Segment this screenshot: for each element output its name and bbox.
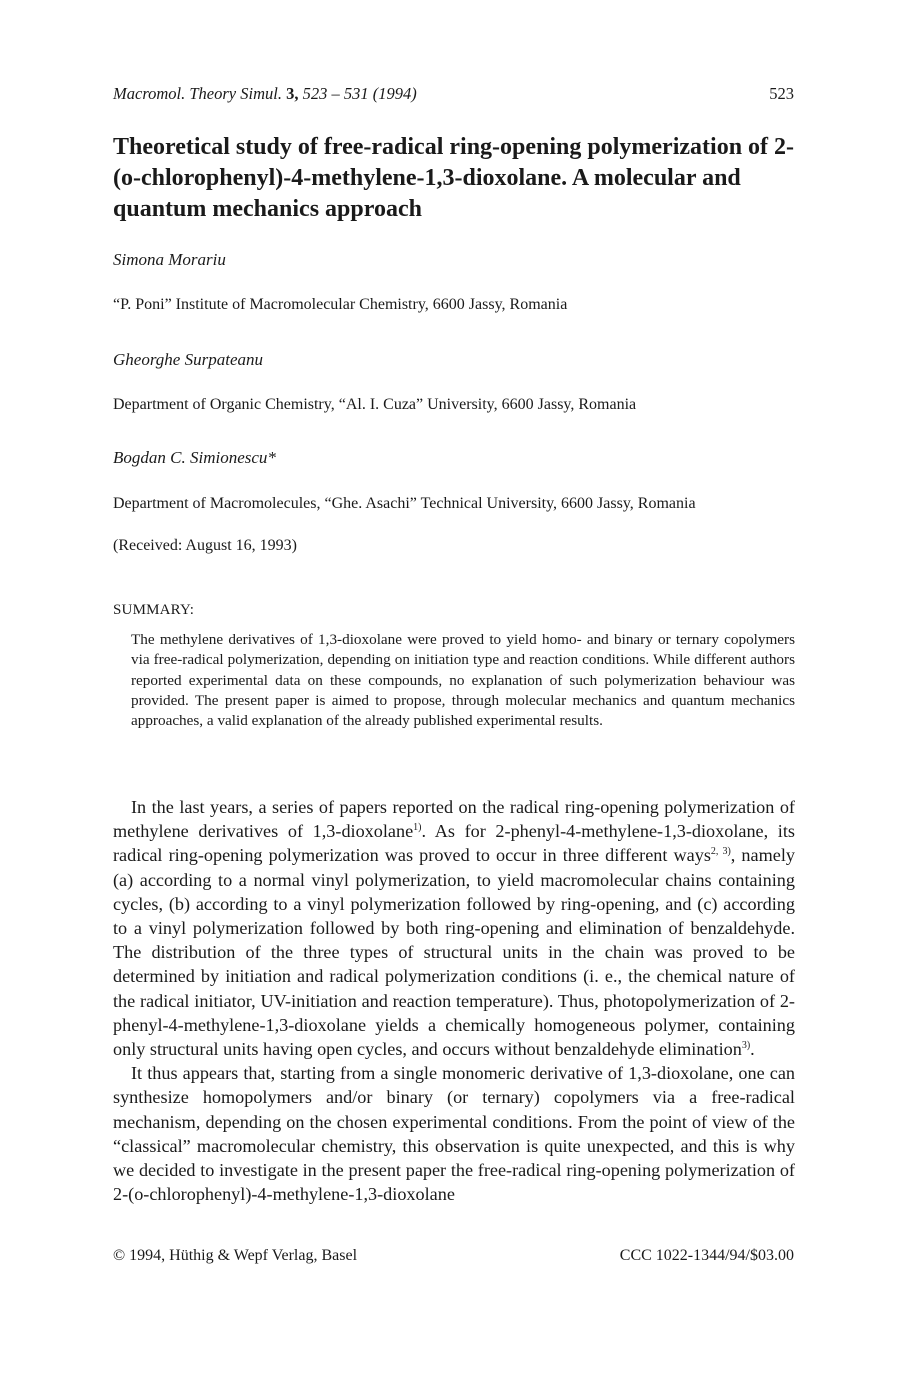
citation-ref-2: 2, 3) — [710, 846, 731, 858]
author-name-2: Gheorghe Surpateanu — [113, 350, 263, 369]
received-date: (Received: August 16, 1993) — [113, 537, 297, 554]
copyright-notice: © 1994, Hüthig & Wepf Verlag, Basel — [113, 1247, 358, 1264]
author-affiliation-2: Department of Organic Chemistry, “Al. I. Cuza” University, 6600 Jassy, Romania — [113, 396, 637, 413]
body-paragraph-1 — [113, 795, 795, 1061]
journal-pages-year: 523 – 531 (1994) — [302, 84, 417, 103]
citation-ref-1: 1) — [413, 822, 422, 834]
author-affiliation-3: Department of Macromolecules, “Ghe. Asachi” Technical University, 6600 Jassy, Romania — [113, 495, 696, 512]
citation-ref-3: 3) — [741, 1039, 751, 1051]
journal-volume: 3, — [286, 84, 299, 103]
author-name-1: Simona Morariu — [113, 250, 226, 269]
page-number: 523 — [769, 84, 794, 103]
paragraph-1-text-b: . As for 2-phenyl-4-methylene-1,3-dioxolane, its radical ring-opening polymerization was proved to occur in three different ways — [113, 821, 795, 866]
summary-heading: SUMMARY: — [113, 602, 195, 618]
journal-citation — [113, 84, 417, 104]
paragraph-1-text-c: , namely (a) according to a normal vinyl polymerization, to yield macromolecular chains containing cycles, (b) according to a vinyl polymerization followed by ring-opening, and (c) according to a vinyl polymerization followed by both ring-opening and elimination of benzaldehyde. The distribution of the three types of structural units in the chain was proved to be determined by initiation and radical polymerization conditions (i. e., the chemical nature of the radical initiator, UV-initiation and reaction temperature). Thus, photopolymerization of 2-phenyl-4-methylene-1,3-dioxolane yields a chemically homogeneous polymer, containing only structural units having open cycles, and occurs without benzaldehyde elimination — [113, 845, 795, 1060]
journal-name: Macromol. Theory Simul. — [113, 84, 282, 103]
paragraph-1-text-a: In the last years, a series of papers reported on the radical ring-opening polymerization of methylene derivatives of 1,3-dioxolane — [113, 797, 795, 842]
body-text — [113, 795, 795, 1206]
author-affiliation-1: “P. Poni” Institute of Macromolecular Chemistry, 6600 Jassy, Romania — [113, 296, 568, 313]
summary-text: The methylene derivatives of 1,3-dioxolane were proved to yield homo- and binary or ternary copolymers via free-radical polymerization, depending on initiation type and reaction conditions. While different authors reported experimental data on these compounds, no explanation of such polymerization behaviour was provided. The present paper is aimed to propose, through molecular mechanics and quantum mechanics approaches, a valid explanation of the already published experimental results. — [131, 631, 795, 730]
paper-title: Theoretical study of free-radical ring-opening polymerization of 2-(o-chlorophenyl)-4-methylene-1,3-dioxolane. A molecular and quantum mechanics approach — [113, 134, 795, 222]
ccc-code: CCC 1022-1344/94/$03.00 — [619, 1247, 794, 1264]
paragraph-1-text-d: . — [750, 1039, 755, 1060]
body-paragraph-2: It thus appears that, starting from a single monomeric derivative of 1,3-dioxolane, one can synthesize homopolymers and/or binary (or ternary) copolymers via a free-radical mechanism, depending on the chosen experimental conditions. From the point of view of the “classical” macromolecular chemistry, this observation is quite unexpected, and this is why we decided to investigate in the present paper the free-radical ring-opening polymerization of 2-(o-chlorophenyl)-4-methylene-1,3-dioxolane — [113, 1063, 795, 1205]
author-name-3: Bogdan C. Simionescu* — [113, 448, 276, 467]
